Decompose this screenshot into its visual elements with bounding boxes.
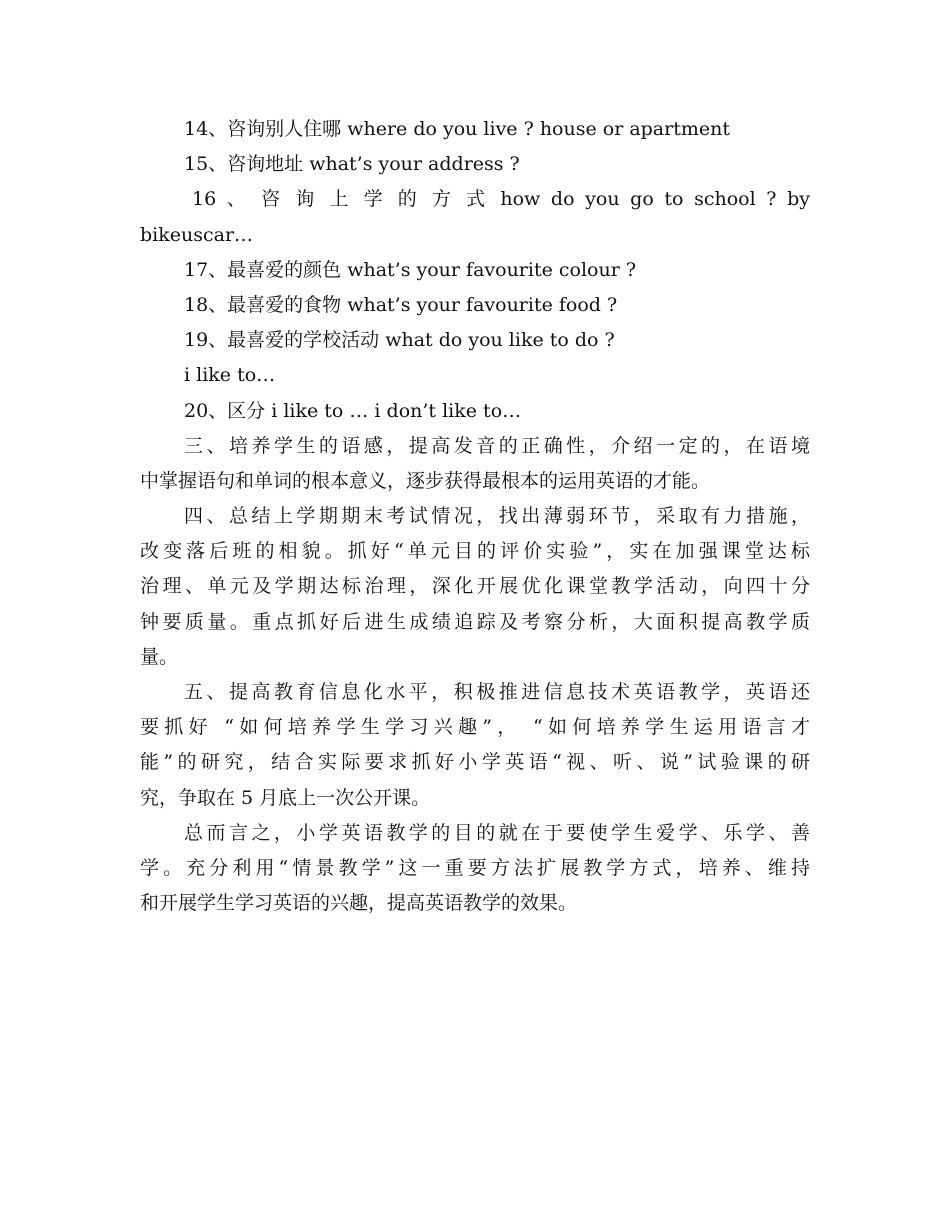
paragraph-line: 学。充分利用“情景教学”这一重要方法扩展教学方式，培养、维持 bbox=[140, 856, 810, 879]
paragraph-6 bbox=[140, 816, 810, 922]
paragraph-line: 四、总结上学期期末考试情况，找出薄弱环节，采取有力措施， bbox=[184, 505, 810, 528]
paragraph-line: 能”的研究，结合实际要求抓好小学英语“视、听、说”试验课的研 bbox=[140, 751, 810, 774]
list-item-20: 20、区分 i like to … i don’t like to… bbox=[184, 399, 522, 422]
paragraph-4 bbox=[140, 499, 810, 675]
paragraph-line: 要抓好 “如何培养学生学习兴趣”， “如何培养学生运用语言才 bbox=[140, 716, 810, 739]
paragraph-line: 总而言之，小学英语教学的目的就在于要使学生爱学、乐学、善 bbox=[184, 821, 810, 844]
paragraph-line: 改变落后班的相貌。抓好“单元目的评价实验”，实在加强课堂达标 bbox=[140, 540, 810, 563]
paragraph-line: 五、提高教育信息化水平，积极推进信息技术英语教学，英语还 bbox=[184, 681, 810, 703]
list-item-17: 17、最喜爱的颜色 what’s your favourite colour ? bbox=[184, 258, 637, 281]
paragraph-line: 治理、单元及学期达标治理，深化开展优化课堂教学活动，向四十分 bbox=[140, 575, 810, 598]
list-item-16-continuation: bikeuscar… bbox=[140, 223, 254, 246]
list-item-15: 15、咨询地址 what’s your address ? bbox=[184, 153, 520, 176]
list-item-19: 19、最喜爱的学校活动 what do you like to do ? bbox=[184, 329, 615, 352]
paragraph-line: 量。 bbox=[140, 645, 179, 668]
paragraph-line: 中掌握语句和单词的根本意义，逐步获得最根本的运用英语的才能。 bbox=[140, 469, 711, 492]
paragraph-line: 和开展学生学习英语的兴趣，提高英语教学的效果。 bbox=[140, 892, 578, 915]
paragraph-5 bbox=[140, 675, 810, 816]
list-item-14: 14、咨询别人住哪 where do you live ? house or apartment bbox=[184, 118, 730, 140]
paragraph-line: 钟要质量。重点抓好后进生成绩追踪及考察分析，大面积提高教学质 bbox=[140, 610, 810, 633]
list-item-16: 16 、 咨 询 上 学 的 方 式 how do you go to school ? by bbox=[192, 188, 810, 211]
document-body bbox=[140, 112, 810, 921]
list-item-18: 18、最喜爱的食物 what’s your favourite food ? bbox=[184, 293, 618, 316]
paragraph-3 bbox=[140, 429, 810, 499]
paragraph-line: 究，争取在 5 月底上一次公开课。 bbox=[140, 786, 431, 809]
paragraph-line: 三、培养学生的语感，提高发音的正确性，介绍一定的，在语境 bbox=[184, 434, 810, 457]
list-item-19-answer: i like to… bbox=[184, 364, 276, 387]
